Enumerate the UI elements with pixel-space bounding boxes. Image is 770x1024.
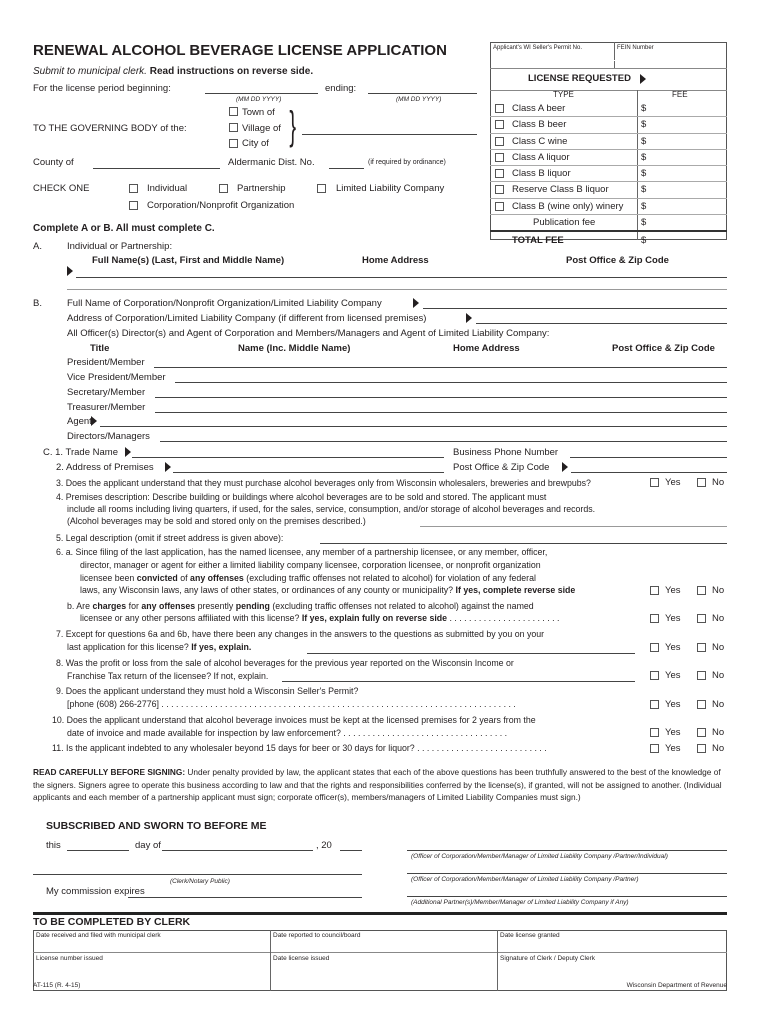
year-label: , 20 [316, 840, 332, 851]
fee-dollar[interactable]: $ [641, 184, 647, 196]
phone-field[interactable] [570, 457, 727, 458]
license-row-class-b-liquor [490, 166, 727, 182]
officers-label: All Officer(s) Director(s) and Agent of Corporation and Members/Managers and Agent of Limited Liability Company: [67, 328, 550, 339]
no-label: No [712, 699, 725, 710]
text: If yes, explain. [191, 642, 252, 652]
clerk-table [33, 930, 727, 991]
warning-heading: READ CAREFULLY BEFORE SIGNING: [33, 767, 186, 777]
seller-permit-label: Applicant's WI Seller's Permit No. [493, 45, 582, 51]
yes-checkbox[interactable] [650, 728, 659, 737]
license-type-label: Class B (wine only) winery [512, 200, 624, 212]
license-row-class-a-beer [490, 101, 727, 117]
col-home-address: Home Address [362, 255, 429, 266]
complete-note: Complete A or B. All must complete C. [33, 223, 215, 234]
clerk-notary-signature[interactable] [33, 874, 362, 875]
date-format-hint: (MM DD YYYY) [236, 96, 282, 103]
question-10-line-2: date of invoice and made available for inspection by law enforcement? . . . . . . . . . . . . . . . . . . . . . . . . . . . . . . . . . . [67, 728, 508, 738]
license-row-reserve-class-b [490, 182, 727, 198]
signature-line-1[interactable] [407, 850, 727, 851]
text: (excluding traffic offenses not related to alcohol) for violation of any federal [243, 573, 536, 583]
fee-dollar[interactable]: $ [641, 217, 647, 229]
sworn-heading: SUBSCRIBED AND SWORN TO BEFORE ME [46, 820, 267, 832]
question-8-line-2: Franchise Tax return of the licensee? If not, explain. [67, 671, 269, 681]
agency-name: Wisconsin Department of Revenue [626, 982, 727, 989]
question-6a-line-3 [80, 574, 536, 584]
corporation-checkbox[interactable] [129, 201, 138, 210]
question-6b-line-1 [67, 602, 534, 612]
check-one-label: CHECK ONE [33, 183, 90, 194]
fee-dollar[interactable]: $ [641, 119, 647, 131]
trade-name-label: C. 1. Trade Name [43, 447, 118, 458]
period-label: For the license period beginning: [33, 83, 171, 94]
text: (excluding traffic offenses not related to alcohol) against the named [269, 601, 534, 611]
period-end-field[interactable] [368, 93, 477, 94]
no-label: No [712, 743, 725, 754]
town-checkbox[interactable] [229, 107, 238, 116]
aldermanic-field[interactable] [329, 168, 364, 169]
class-a-liquor-checkbox[interactable] [495, 153, 504, 162]
no-checkbox[interactable] [697, 744, 706, 753]
individual-line-1[interactable] [76, 277, 727, 278]
question-3: 3. Does the applicant understand that they must purchase alcohol beverages only from Wisconsin wholesalers, breweries and brewpubs? [56, 478, 591, 488]
publication-fee-label: Publication fee [533, 217, 596, 229]
col-title: Title [90, 343, 110, 354]
premises-description-field[interactable] [420, 526, 727, 527]
llc-label: Limited Liability Company [336, 183, 445, 194]
fee-dollar[interactable]: $ [641, 235, 647, 247]
q7-explain-field[interactable] [307, 653, 635, 654]
county-label: County of [33, 157, 74, 168]
individual-label: Individual [147, 183, 188, 194]
q8-explain-field[interactable] [282, 681, 635, 682]
license-type-label: Class C wine [512, 135, 568, 147]
text: for [126, 601, 142, 611]
reserve-class-b-checkbox[interactable] [495, 185, 504, 194]
text: of [177, 573, 191, 583]
town-label: Town of [242, 107, 275, 118]
yes-label: Yes [665, 743, 681, 754]
divider [614, 42, 615, 68]
arrow-right-icon [466, 313, 472, 323]
no-checkbox[interactable] [697, 700, 706, 709]
text: pending [235, 601, 270, 611]
section-a-label: Individual or Partnership: [67, 241, 173, 252]
divider [270, 930, 271, 991]
corp-address-field[interactable] [476, 323, 727, 324]
clerk-cell-date-issued[interactable]: Date license issued [273, 955, 330, 962]
question-9-line-2: [phone (608) 266-2776] . . . . . . . . . . . . . . . . . . . . . . . . . . . . . . . . . . . . . . . . . . . . . . . . . . . . . . . . . . . . . . . . . . . . . . . . . [67, 699, 516, 709]
village-label: Village of [242, 123, 281, 134]
license-requested-label: LICENSE REQUESTED [528, 73, 631, 84]
yes-label: Yes [665, 699, 681, 710]
section-b-letter: B. [33, 298, 42, 309]
text: If yes, complete reverse side [455, 585, 576, 595]
yes-checkbox[interactable] [650, 478, 659, 487]
text: licensee or any other persons affiliated with this license? [80, 613, 302, 623]
question-4-line-3: (Alcohol beverages may be sold and stored only on the premises described.) [67, 516, 366, 526]
text: charges [92, 601, 127, 611]
signature-caption-3: (Additional Partner(s)/Member/Manager of Limited Liability Company if Any) [411, 899, 629, 906]
premises-address-field[interactable] [173, 472, 444, 473]
fein-label: FEIN Number [617, 45, 654, 51]
arrow-right-icon [562, 462, 568, 472]
question-6a-line-1: 6. a. Since filing of the last application, has the named licensee, any member of a partnership licensee, or any member, officer, [56, 547, 548, 557]
corp-name-label: Full Name of Corporation/Nonprofit Organization/Limited Liability Company [67, 298, 382, 309]
municipality-field[interactable] [302, 134, 477, 135]
no-checkbox[interactable] [697, 671, 706, 680]
license-row-class-c-wine [490, 134, 727, 150]
individual-line-2[interactable] [67, 289, 727, 290]
city-label: City of [242, 138, 269, 149]
clerk-cell-license-number[interactable]: License number issued [36, 955, 103, 962]
signature-caption-2: (Officer of Corporation/Member/Manager of Limited Liability Company /Partner) [411, 876, 639, 883]
no-checkbox[interactable] [697, 586, 706, 595]
no-label: No [712, 670, 725, 681]
question-6a-line-4 [80, 586, 575, 596]
class-a-beer-checkbox[interactable] [495, 104, 504, 113]
yes-label: Yes [665, 585, 681, 596]
divider [33, 952, 727, 953]
arrow-right-icon [165, 462, 171, 472]
license-row-class-b-beer [490, 117, 727, 133]
winery-checkbox[interactable] [495, 202, 504, 211]
arrow-right-icon [125, 447, 131, 457]
no-label: No [712, 727, 725, 738]
text: . . . . . . . . . . . . . . . . . . . . . . . [447, 613, 560, 623]
text: licensee been [80, 573, 137, 583]
directors-field[interactable] [160, 441, 727, 442]
total-fee-row [490, 232, 727, 247]
fee-header: FEE [672, 90, 688, 99]
divider [497, 930, 498, 991]
question-6b-line-2 [80, 614, 560, 624]
yes-checkbox[interactable] [650, 744, 659, 753]
clerk-cell-signature[interactable]: Signature of Clerk / Deputy Clerk [500, 955, 596, 962]
class-b-liquor-checkbox[interactable] [495, 169, 504, 178]
no-checkbox[interactable] [697, 728, 706, 737]
partnership-label: Partnership [237, 183, 286, 194]
clerk-notary-caption: (Clerk/Notary Public) [170, 878, 230, 885]
text: laws, any Wisconsin laws, any laws of other states, or ordinances of any county or municipality? [80, 585, 456, 595]
question-11: 11. Is the applicant indebted to any wholesaler beyond 15 days for beer or 30 days for liquor? . . . . . . . . . . . . . . . . . . . . . . . . . . . [52, 743, 547, 753]
submit-note: Submit to municipal clerk. [33, 66, 147, 77]
col-home-address: Home Address [453, 343, 520, 354]
brace-icon: } [289, 104, 297, 148]
arrow-right-icon [91, 416, 97, 426]
arrow-right-icon [67, 266, 73, 276]
fee-dollar[interactable]: $ [641, 103, 647, 114]
col-post-office: Post Office & Zip Code [566, 255, 669, 266]
fein-field[interactable] [614, 60, 726, 61]
license-type-label: Class A liquor [512, 151, 570, 163]
question-6a-line-2: director, manager or agent for either a limited liability company licensee, corporation licensee, or nonprofit organization [80, 560, 541, 570]
question-7-line-2 [67, 643, 251, 653]
license-row-class-a-liquor [490, 150, 727, 166]
clerk-heading: TO BE COMPLETED BY CLERK [33, 916, 191, 928]
village-checkbox[interactable] [229, 123, 238, 132]
license-type-label: Class B liquor [512, 168, 571, 180]
county-field[interactable] [93, 168, 220, 169]
license-row-winery [490, 199, 727, 215]
secretary-field[interactable] [155, 397, 727, 398]
no-label: No [712, 585, 725, 596]
individual-checkbox[interactable] [129, 184, 138, 193]
text: any offenses [141, 601, 196, 611]
arrow-right-icon [413, 298, 419, 308]
no-checkbox[interactable] [697, 614, 706, 623]
clerk-cell-date-reported[interactable]: Date reported to council/board [273, 932, 361, 939]
corp-address-label: Address of Corporation/Limited Liability Company (if different from licensed premises) [67, 313, 427, 324]
col-full-name: Full Name(s) (Last, First and Middle Name) [92, 255, 285, 266]
signature-line-2[interactable] [407, 873, 727, 874]
form-id: AT-115 (R. 4-15) [33, 982, 81, 989]
no-label: No [712, 642, 725, 653]
yes-label: Yes [665, 727, 681, 738]
section-a-letter: A. [33, 241, 42, 252]
yes-checkbox[interactable] [650, 614, 659, 623]
text: presently [195, 601, 236, 611]
text: last application for this license? [67, 642, 192, 652]
phone-label: Business Phone Number [453, 447, 559, 458]
text: any offenses [190, 573, 244, 583]
class-b-beer-checkbox[interactable] [495, 120, 504, 129]
officer-title: Directors/Managers [67, 431, 150, 442]
question-9-line-1: 9. Does the applicant understand they must hold a Wisconsin Seller's Permit? [56, 686, 359, 696]
yes-checkbox[interactable] [650, 586, 659, 595]
officer-title: Vice President/Member [67, 372, 166, 383]
publication-fee-row [490, 215, 727, 232]
license-type-label: Class A beer [512, 103, 566, 114]
question-10-line-1: 10. Does the applicant understand that alcohol beverage invoices must be kept at the licensed premises for 2 years from the [52, 715, 536, 725]
fee-dollar[interactable]: $ [641, 168, 647, 180]
period-begin-field[interactable] [205, 93, 318, 94]
agent-field[interactable] [100, 426, 727, 427]
vice-president-field[interactable] [175, 382, 727, 383]
col-name: Name (Inc. Middle Name) [238, 343, 351, 354]
text: If yes, explain fully on reverse side [301, 613, 448, 623]
total-fee-label: TOTAL FEE [512, 235, 564, 247]
llc-checkbox[interactable] [317, 184, 326, 193]
col-post-office: Post Office & Zip Code [612, 343, 715, 354]
arrow-right-icon [640, 74, 646, 84]
day-of-label: day of [135, 840, 161, 851]
fee-dollar[interactable]: $ [641, 200, 647, 212]
commission-label: My commission expires [46, 886, 145, 897]
text: convicted [136, 573, 178, 583]
po-zip-label: Post Office & Zip Code [453, 462, 550, 473]
ending-label: ending: [325, 83, 357, 94]
fee-dollar[interactable]: $ [641, 135, 647, 147]
officer-title: President/Member [67, 357, 145, 368]
submit-instructions [33, 66, 313, 77]
signing-warning [33, 766, 727, 804]
license-type-label: Reserve Class B liquor [512, 184, 609, 196]
president-field[interactable] [154, 367, 727, 368]
license-type-label: Class B beer [512, 119, 567, 131]
governing-label: TO THE GOVERNING BODY of the: [33, 123, 187, 134]
trade-name-field[interactable] [132, 457, 444, 458]
no-label: No [712, 613, 725, 624]
clerk-cell-date-received[interactable]: Date received and filed with municipal clerk [36, 932, 161, 939]
question-4-line-2: include all rooms including living quarters, if used, for the sales, service, consumption, and/or storage of alcohol beverages and records. [67, 504, 596, 514]
yes-checkbox[interactable] [650, 671, 659, 680]
divider [490, 68, 727, 69]
read-note: Read instructions on reverse side. [149, 66, 314, 77]
no-checkbox[interactable] [697, 643, 706, 652]
yes-label: Yes [665, 642, 681, 653]
fee-dollar[interactable]: $ [641, 151, 647, 163]
no-label: No [712, 477, 725, 488]
question-8-line-1: 8. Was the profit or loss from the sale of alcohol beverages for the previous year reported on the Wisconsin Income or [56, 658, 514, 668]
day-field[interactable] [67, 850, 129, 851]
city-checkbox[interactable] [229, 139, 238, 148]
officer-title: Secretary/Member [67, 387, 146, 398]
license-type-list [490, 101, 727, 247]
po-zip-field[interactable] [571, 472, 727, 473]
question-4-line-1: 4. Premises description: Describe building or buildings where alcohol beverages are to be sold and stored. The applicant must [56, 492, 547, 502]
corp-name-field[interactable] [423, 308, 727, 309]
partnership-checkbox[interactable] [219, 184, 228, 193]
officer-title: Treasurer/Member [67, 402, 146, 413]
commission-field[interactable] [128, 897, 362, 898]
year-field[interactable] [340, 850, 362, 851]
yes-label: Yes [665, 670, 681, 681]
corporation-label: Corporation/Nonprofit Organization [147, 200, 295, 211]
warning-text: Under penalty provided by law, the applicant states that each of the above questions has been truthfully answered to the best of the knowledge of the signers. Signers agree to operate this business according to law and that the rights and responsibilities conferred by the license(s), if granted, will not be assigned to another. (Individual applicants and each member of a partnership applicant must sign; corporate officer(s), members/managers of Limited Liability Companies must sign.) [33, 767, 722, 802]
signature-caption-1: (Officer of Corporation/Member/Manager of Limited Liability Company /Partner/Individual) [411, 853, 668, 860]
form-title: RENEWAL ALCOHOL BEVERAGE LICENSE APPLICATION [33, 42, 447, 59]
no-checkbox[interactable] [697, 478, 706, 487]
this-label: this [46, 840, 61, 851]
treasurer-field[interactable] [155, 412, 727, 413]
month-field[interactable] [162, 850, 313, 851]
aldermanic-note: (if required by ordinance) [368, 159, 446, 166]
signature-line-3[interactable] [407, 896, 727, 897]
yes-checkbox[interactable] [650, 643, 659, 652]
question-7-line-1: 7. Except for questions 6a and 6b, have there been any changes in the answers to the questions as submitted by you on your [56, 629, 545, 639]
address-label: 2. Address of Premises [56, 462, 154, 473]
yes-label: Yes [665, 613, 681, 624]
yes-label: Yes [665, 477, 681, 488]
text: b. Are [67, 601, 93, 611]
type-header: TYPE [553, 90, 574, 99]
yes-checkbox[interactable] [650, 700, 659, 709]
clerk-cell-date-granted[interactable]: Date license granted [500, 932, 560, 939]
question-5: 5. Legal description (omit if street address is given above): [56, 533, 284, 543]
divider [490, 90, 727, 91]
section-divider [33, 912, 727, 915]
aldermanic-label: Aldermanic Dist. No. [228, 157, 315, 168]
officer-title: Agent [67, 416, 92, 427]
class-c-wine-checkbox[interactable] [495, 137, 504, 146]
date-format-hint: (MM DD YYYY) [396, 96, 442, 103]
legal-description-field[interactable] [320, 543, 727, 544]
